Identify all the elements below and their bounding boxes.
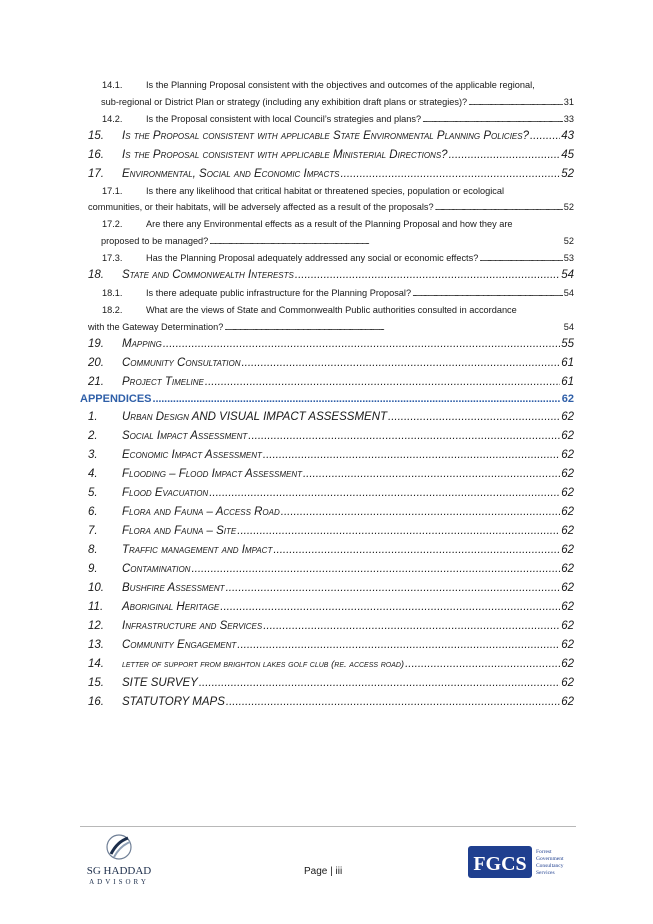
toc-leader bbox=[163, 338, 560, 350]
toc-number: 18.2. bbox=[102, 305, 123, 315]
fgcs-line-4: Services bbox=[536, 870, 555, 876]
toc-number: 14. bbox=[88, 658, 104, 670]
toc-number: 14.2. bbox=[102, 114, 123, 124]
toc-leader bbox=[479, 253, 562, 263]
toc-leader bbox=[241, 357, 560, 369]
toc-title: Community Engagement bbox=[122, 639, 237, 651]
toc-title: Traffic management and Impact bbox=[122, 544, 273, 556]
toc-entry-17-1[interactable] bbox=[102, 186, 574, 196]
toc-leader bbox=[205, 376, 560, 388]
toc-title: Urban Design AND VISUAL IMPACT ASSESSMENT bbox=[122, 411, 388, 423]
toc-title: Flood Evacuation bbox=[122, 487, 209, 499]
toc-entry-15[interactable] bbox=[88, 130, 574, 142]
toc-entry-17-2-cont[interactable] bbox=[101, 236, 574, 246]
toc-title: proposed to be managed? bbox=[101, 236, 209, 246]
toc-page: 62 bbox=[561, 658, 574, 670]
toc-number: 17.2. bbox=[102, 219, 123, 229]
toc-leader bbox=[237, 639, 560, 651]
toc-entry-appendix-3[interactable] bbox=[88, 449, 574, 461]
toc-entry-appendix-5[interactable] bbox=[88, 487, 574, 499]
toc-page: 62 bbox=[561, 677, 574, 689]
toc-title: Economic Impact Assessment bbox=[122, 449, 262, 461]
toc-entry-appendix-9[interactable] bbox=[88, 563, 574, 575]
toc-leader bbox=[422, 114, 563, 124]
toc-number: 20. bbox=[88, 357, 104, 369]
page-number: Page | iii bbox=[304, 866, 343, 877]
toc-entry-14-2[interactable] bbox=[102, 114, 574, 124]
toc-title: Mapping bbox=[122, 338, 162, 350]
toc-entry-17-1-cont[interactable] bbox=[88, 202, 574, 212]
toc-title: State and Commonwealth Interests bbox=[122, 269, 294, 281]
toc-leader bbox=[226, 696, 560, 708]
toc-leader bbox=[530, 130, 560, 142]
toc-number: 9. bbox=[88, 563, 98, 575]
toc-leader bbox=[340, 168, 560, 180]
toc-entry-14-1-cont[interactable] bbox=[101, 97, 574, 107]
toc-entry-17[interactable] bbox=[88, 168, 574, 180]
toc-page: 62 bbox=[561, 487, 574, 499]
toc-title: Community Consultation bbox=[122, 357, 241, 369]
toc-leader bbox=[295, 269, 560, 281]
toc-number: 19. bbox=[88, 338, 104, 350]
toc-number: 16. bbox=[88, 149, 104, 161]
toc-title: SITE SURVEY bbox=[122, 677, 198, 689]
toc-number: 11. bbox=[88, 601, 104, 613]
toc-page: 54 bbox=[563, 322, 574, 332]
toc-leader bbox=[226, 582, 561, 594]
toc-number: 17.3. bbox=[102, 253, 123, 263]
toc-page: 52 bbox=[561, 168, 574, 180]
toc-page: 62 bbox=[561, 639, 574, 651]
toc-title: Bushfire Assessment bbox=[122, 582, 225, 594]
toc-title: APPENDICES bbox=[80, 393, 152, 405]
toc-title: Are there any Environmental effects as a result of the Planning Proposal and how they are bbox=[146, 219, 513, 229]
toc-entry-appendix-16[interactable] bbox=[88, 696, 574, 708]
toc-title: Is there any likelihood that critical habitat or threatened species, population or ecological bbox=[146, 186, 505, 196]
toc-entry-appendix-4[interactable] bbox=[88, 468, 574, 480]
toc-title: Flora and Fauna – Access Road bbox=[122, 506, 280, 518]
toc-page: 62 bbox=[561, 620, 574, 632]
toc-title: Flooding – Flood Impact Assessment bbox=[122, 468, 302, 480]
toc-number: 17. bbox=[88, 168, 104, 180]
toc-page: 62 bbox=[561, 525, 574, 537]
toc-entry-appendix-8[interactable] bbox=[88, 544, 574, 556]
toc-entry-18[interactable] bbox=[88, 269, 574, 281]
toc-entry-21[interactable] bbox=[88, 376, 574, 388]
sg-haddad-emblem-icon bbox=[80, 832, 158, 888]
fgcs-abbr: FGCS bbox=[473, 853, 527, 875]
toc-title: Is the Proposal consistent with local Council’s strategies and plans? bbox=[146, 114, 422, 124]
toc-title: Aboriginal Heritage bbox=[122, 601, 220, 613]
toc-title: Contamination bbox=[122, 563, 191, 575]
toc-entry-appendix-13[interactable] bbox=[88, 639, 574, 651]
toc-leader bbox=[273, 544, 560, 556]
sg-haddad-logo bbox=[80, 832, 158, 888]
toc-leader bbox=[199, 677, 560, 689]
toc-entry-appendix-11[interactable] bbox=[88, 601, 574, 613]
toc-title: letter of support from brighton lakes golf club (re. access road) bbox=[122, 659, 405, 670]
toc-page: 62 bbox=[561, 696, 574, 708]
toc-entry-17-3[interactable] bbox=[102, 253, 574, 263]
toc-leader bbox=[303, 468, 560, 480]
toc-entry-appendix-12[interactable] bbox=[88, 620, 574, 632]
toc-number: 18. bbox=[88, 269, 104, 281]
fgcs-line-3: Consultancy bbox=[536, 863, 564, 869]
toc-leader bbox=[248, 430, 560, 442]
toc-page: 33 bbox=[563, 114, 574, 124]
toc-leader bbox=[435, 202, 563, 212]
toc-page: 62 bbox=[561, 430, 574, 442]
toc-page: 62 bbox=[561, 601, 574, 613]
toc-page: 31 bbox=[563, 97, 574, 107]
toc-entry-appendix-7[interactable] bbox=[88, 525, 574, 537]
toc-leader bbox=[449, 149, 561, 161]
toc-page: 62 bbox=[561, 582, 574, 594]
toc-leader bbox=[220, 601, 560, 613]
toc-entry-appendix-14[interactable] bbox=[88, 658, 574, 670]
toc-leader bbox=[468, 97, 563, 107]
toc-page: 55 bbox=[561, 338, 574, 350]
toc-entry-appendix-1[interactable] bbox=[88, 411, 574, 423]
toc-number: 18.1. bbox=[102, 288, 123, 298]
toc-number: 14.1. bbox=[102, 80, 123, 90]
toc-leader bbox=[281, 506, 560, 518]
toc-page: 52 bbox=[563, 236, 574, 246]
toc-leader bbox=[191, 563, 560, 575]
toc-title: Infrastructure and Services bbox=[122, 620, 263, 632]
toc-page: 62 bbox=[561, 544, 574, 556]
toc-entry-18-2[interactable] bbox=[102, 305, 574, 315]
toc-title: with the Gateway Determination? bbox=[88, 322, 224, 332]
toc-leader bbox=[224, 322, 562, 332]
toc-leader bbox=[263, 620, 560, 632]
toc-entry-appendix-6[interactable] bbox=[88, 506, 574, 518]
toc-leader bbox=[153, 393, 561, 405]
toc-entry-appendix-2[interactable] bbox=[88, 430, 574, 442]
toc-number: 8. bbox=[88, 544, 98, 556]
toc-number: 13. bbox=[88, 639, 104, 651]
toc-number: 12. bbox=[88, 620, 104, 632]
toc-page: 54 bbox=[563, 288, 574, 298]
toc-leader bbox=[405, 658, 560, 670]
toc-number: 4. bbox=[88, 468, 98, 480]
toc-title: Flora and Fauna – Site bbox=[122, 525, 237, 537]
toc-page: 45 bbox=[561, 149, 574, 161]
toc-leader bbox=[237, 525, 560, 537]
toc-title: sub-regional or District Plan or strategy (including any exhibition draft plans or strategies)? bbox=[101, 97, 468, 107]
toc-leader bbox=[209, 487, 560, 499]
toc-leader bbox=[388, 411, 560, 423]
toc-entry-17-2[interactable] bbox=[102, 219, 574, 229]
toc-number: 6. bbox=[88, 506, 98, 518]
toc-leader bbox=[209, 236, 562, 246]
toc-title: Has the Planning Proposal adequately addressed any social or economic effects? bbox=[146, 253, 479, 263]
fgcs-line-2: Government bbox=[536, 856, 564, 862]
toc-title: What are the views of State and Commonwealth Public authorities consulted in accordance bbox=[146, 305, 517, 315]
toc-number: 15. bbox=[88, 677, 104, 689]
toc-entry-18-1[interactable] bbox=[102, 288, 574, 298]
toc-number: 1. bbox=[88, 411, 98, 423]
toc-page: 62 bbox=[561, 449, 574, 461]
toc-entry-appendices[interactable] bbox=[80, 393, 574, 405]
toc-title: Environmental, Social and Economic Impacts bbox=[122, 168, 340, 180]
toc-page: 62 bbox=[561, 506, 574, 518]
toc-entry-appendix-15[interactable] bbox=[88, 677, 574, 689]
toc-page: 62 bbox=[561, 411, 574, 423]
fgcs-emblem-icon bbox=[468, 845, 576, 879]
toc-page: 61 bbox=[561, 376, 574, 388]
toc-number: 17.1. bbox=[102, 186, 123, 196]
toc-title: Is the Proposal consistent with applicable Ministerial Directions? bbox=[122, 149, 448, 161]
toc-page: 61 bbox=[561, 357, 574, 369]
toc-page: 52 bbox=[563, 202, 574, 212]
toc-title: Is the Planning Proposal consistent with the objectives and outcomes of the applicable regional, bbox=[146, 80, 535, 90]
toc-entry-appendix-10[interactable] bbox=[88, 582, 574, 594]
toc-page: 53 bbox=[563, 253, 574, 263]
toc-number: 2. bbox=[88, 430, 98, 442]
toc-number: 16. bbox=[88, 696, 104, 708]
toc-number: 10. bbox=[88, 582, 104, 594]
fgcs-line-1: Forrest bbox=[536, 849, 552, 855]
toc-entry-18-2-cont[interactable] bbox=[88, 322, 574, 332]
toc-leader bbox=[263, 449, 560, 461]
footer-divider bbox=[80, 826, 576, 827]
toc-title: STATUTORY MAPS bbox=[122, 696, 225, 708]
toc-page: 54 bbox=[561, 269, 574, 281]
toc-page: 62 bbox=[561, 468, 574, 480]
toc-number: 7. bbox=[88, 525, 98, 537]
toc-page: 62 bbox=[561, 563, 574, 575]
toc-leader bbox=[412, 288, 563, 298]
fgcs-logo bbox=[468, 845, 576, 879]
toc-entry-19[interactable] bbox=[88, 338, 574, 350]
toc-title: Is the Proposal consistent with applicable State Environmental Planning Policies? bbox=[122, 130, 529, 142]
toc-number: 15. bbox=[88, 130, 104, 142]
toc-number: 3. bbox=[88, 449, 98, 461]
toc-title: Project Timeline bbox=[122, 376, 204, 388]
toc-number: 5. bbox=[88, 487, 98, 499]
sg-haddad-sub: ADVISORY bbox=[89, 878, 149, 886]
toc-title: communities, or their habitats, will be adversely affected as a result of the proposals? bbox=[88, 202, 434, 212]
toc-entry-14-1[interactable] bbox=[102, 80, 574, 90]
sg-haddad-name: SG HADDAD bbox=[86, 865, 152, 877]
toc-title: Is there adequate public infrastructure for the Planning Proposal? bbox=[146, 288, 412, 298]
toc-page: 43 bbox=[561, 130, 574, 142]
toc-number: 21. bbox=[88, 376, 104, 388]
toc-title: Social Impact Assessment bbox=[122, 430, 248, 442]
toc-entry-16[interactable] bbox=[88, 149, 574, 161]
toc-entry-20[interactable] bbox=[88, 357, 574, 369]
toc-page: 62 bbox=[561, 393, 574, 405]
